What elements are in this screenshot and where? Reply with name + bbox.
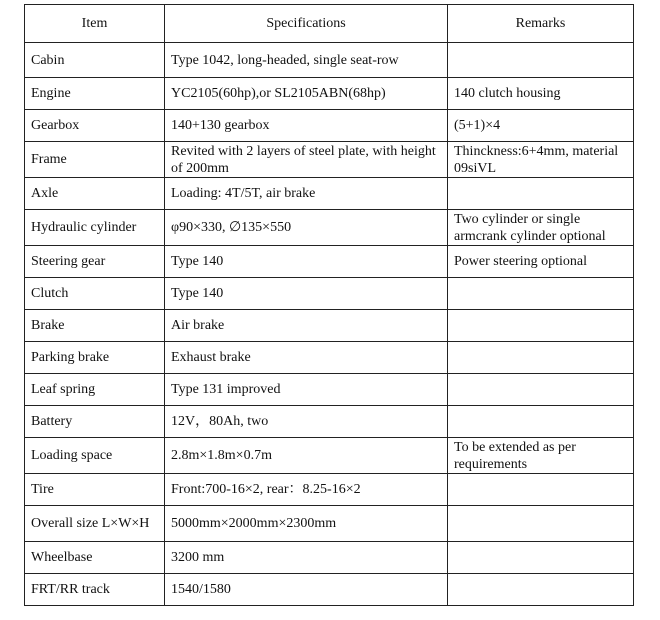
- table-row: [25, 278, 634, 310]
- row-spec: Loading: 4T/5T, air brake: [165, 178, 448, 210]
- row-remarks: [448, 406, 634, 438]
- row-item: Wheelbase: [25, 542, 165, 574]
- row-remarks: Thinckness:6+4mm, material 09siVL: [448, 142, 634, 178]
- row-remarks: 140 clutch housing: [448, 78, 634, 110]
- row-remarks: [448, 374, 634, 406]
- table-row: [25, 246, 634, 278]
- row-item: Steering gear: [25, 246, 165, 278]
- row-item: Parking brake: [25, 342, 165, 374]
- row-remarks: [448, 43, 634, 78]
- table-row: [25, 310, 634, 342]
- row-remarks: Power steering optional: [448, 246, 634, 278]
- table-row: [25, 438, 634, 474]
- row-remarks: [448, 278, 634, 310]
- row-remarks: [448, 474, 634, 506]
- header-item: Item: [25, 5, 165, 43]
- row-item: Axle: [25, 178, 165, 210]
- row-item: Battery: [25, 406, 165, 438]
- row-spec: Type 1042, long-headed, single seat-row: [165, 43, 448, 78]
- row-spec: 140+130 gearbox: [165, 110, 448, 142]
- table-row: [25, 474, 634, 506]
- table-row: [25, 210, 634, 246]
- row-remarks: [448, 542, 634, 574]
- row-item: Tire: [25, 474, 165, 506]
- row-remarks: (5+1)×4: [448, 110, 634, 142]
- table-row: [25, 406, 634, 438]
- row-spec: Type 140: [165, 278, 448, 310]
- row-remarks: Two cylinder or single armcrank cylinder optional: [448, 210, 634, 246]
- row-spec: 1540/1580: [165, 574, 448, 606]
- table-row: [25, 342, 634, 374]
- row-item: Leaf spring: [25, 374, 165, 406]
- row-spec: 12V，80Ah, two: [165, 406, 448, 438]
- row-spec: 2.8m×1.8m×0.7m: [165, 438, 448, 474]
- row-item: Loading space: [25, 438, 165, 474]
- row-spec: Air brake: [165, 310, 448, 342]
- row-spec: 3200 mm: [165, 542, 448, 574]
- table-row: [25, 374, 634, 406]
- row-item: FRT/RR track: [25, 574, 165, 606]
- row-spec: φ90×330, ∅135×550: [165, 210, 448, 246]
- table-row: [25, 506, 634, 542]
- row-spec: Type 131 improved: [165, 374, 448, 406]
- table-row: [25, 178, 634, 210]
- table-row: [25, 78, 634, 110]
- header-remarks: Remarks: [448, 5, 634, 43]
- table-row: [25, 110, 634, 142]
- row-spec: 5000mm×2000mm×2300mm: [165, 506, 448, 542]
- row-spec: Front:700-16×2, rear：8.25-16×2: [165, 474, 448, 506]
- table-row: [25, 542, 634, 574]
- row-remarks: [448, 506, 634, 542]
- row-item: Clutch: [25, 278, 165, 310]
- row-item: Cabin: [25, 43, 165, 78]
- row-item: Frame: [25, 142, 165, 178]
- row-spec: Revited with 2 layers of steel plate, with height of 200mm: [165, 142, 448, 178]
- specifications-table: [24, 4, 634, 606]
- row-item: Overall size L×W×H: [25, 506, 165, 542]
- row-remarks: To be extended as per requirements: [448, 438, 634, 474]
- row-spec: Type 140: [165, 246, 448, 278]
- row-item: Brake: [25, 310, 165, 342]
- row-remarks: [448, 574, 634, 606]
- table-row: [25, 43, 634, 78]
- table-row: [25, 574, 634, 606]
- row-remarks: [448, 178, 634, 210]
- row-item: Gearbox: [25, 110, 165, 142]
- table-row: [25, 142, 634, 178]
- row-item: Hydraulic cylinder: [25, 210, 165, 246]
- row-remarks: [448, 342, 634, 374]
- header-row: [25, 5, 634, 43]
- header-specifications: Specifications: [165, 5, 448, 43]
- row-item: Engine: [25, 78, 165, 110]
- row-spec: YC2105(60hp),or SL2105ABN(68hp): [165, 78, 448, 110]
- row-remarks: [448, 310, 634, 342]
- row-spec: Exhaust brake: [165, 342, 448, 374]
